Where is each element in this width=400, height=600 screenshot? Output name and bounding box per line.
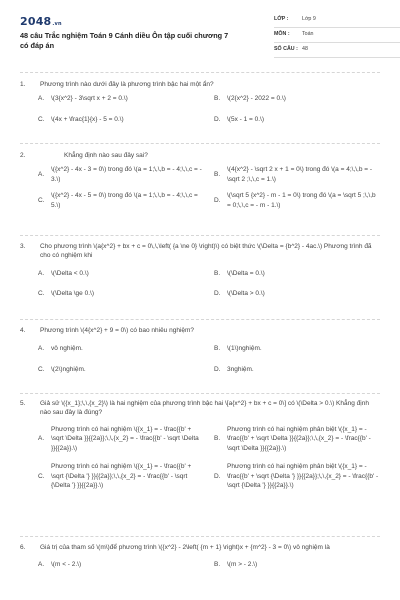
option-letter: B.: [214, 269, 221, 277]
question-6: [20, 543, 380, 570]
option-text: \(2\)nghiệm.: [51, 365, 86, 373]
option-b[interactable]: [214, 94, 380, 103]
option-a[interactable]: [38, 269, 204, 278]
option-letter: C.: [38, 196, 45, 204]
option-a[interactable]: [38, 94, 204, 103]
option-text: \(4{x^2} - \sqrt 2 x + 1 = 0\) trong đó \(a = 4;\,\,b = - \sqrt 2 ;\,\,c = 1.\): [227, 166, 373, 183]
logo-text: 2048: [20, 15, 52, 28]
question-number: 3.: [20, 243, 26, 250]
option-d[interactable]: [214, 365, 380, 374]
option-b[interactable]: [214, 425, 380, 453]
divider: [20, 143, 380, 144]
option-text: \(\Delta > 0.\): [227, 290, 265, 298]
option-text: \(\Delta \ge 0.\): [51, 290, 94, 298]
divider: [20, 536, 380, 537]
meta-row-count: [274, 43, 400, 58]
option-letter: B.: [214, 171, 221, 179]
question-text: Giá trị của tham số \(m\)để phương trình \({x^2} - 2\left( {m + 1} \right)x + {m^2} - 3 = 0\) vô nghiệm là: [40, 544, 330, 551]
option-c[interactable]: [38, 191, 204, 210]
divider: [20, 393, 380, 394]
option-b[interactable]: [214, 165, 380, 184]
option-text: 3nghiệm.: [227, 365, 254, 373]
meta-row-class: [274, 13, 400, 28]
option-letter: C.: [38, 115, 45, 123]
site-logo[interactable]: [20, 14, 62, 30]
divider: [20, 319, 380, 320]
question-5: [20, 399, 380, 490]
meta-value: 48: [302, 46, 308, 53]
divider: [20, 235, 380, 236]
option-a[interactable]: [38, 425, 204, 453]
option-letter: D.: [214, 365, 221, 373]
option-letter: D.: [214, 472, 221, 480]
question-text: Phương trình nào dưới đây là phương trình bậc hai một ẩn?: [40, 81, 214, 88]
option-c[interactable]: [38, 462, 204, 490]
question-text: Phương trình \(4{x^2} + 9 = 0\) có bao nhiêu nghiệm?: [40, 327, 195, 334]
question-3: [20, 242, 380, 299]
question-1: [20, 80, 380, 124]
option-b[interactable]: [214, 344, 380, 353]
question-number: 6.: [20, 544, 26, 551]
option-text: vô nghiệm.: [51, 345, 83, 353]
option-text: \({x^2} - 4x - 5 = 0\) trong đó \(a = 1;\,\,b = - 4;\,\,c = 5.\): [51, 192, 198, 209]
option-letter: A.: [38, 561, 45, 569]
question-number: 1.: [20, 81, 26, 88]
option-text: \(2{x^2} - 2022 = 0.\): [227, 95, 286, 103]
option-letter: D.: [214, 290, 221, 298]
option-letter: B.: [214, 435, 221, 443]
question-text: Cho phương trình \(a{x^2} + bx + c = 0\,\,\left( {a \ne 0} \right)\) có biệt thức \(\Delta = {b^2} - 4ac.\) Phương trình đã cho có nghiệm khi: [40, 243, 372, 260]
option-c[interactable]: [38, 365, 204, 374]
question-number: 5.: [20, 400, 26, 407]
option-text: Phương trình có hai nghiệm phân biệt \({x_1} = - \frac{{b' + \sqrt {\Delta '} }}{{2a}};\,\,{x_2} = - \frac{{b' - \sqrt {\Delta '} }}{{2a}}.\): [227, 463, 379, 489]
option-letter: A.: [38, 95, 45, 103]
question-number: 4.: [20, 327, 26, 334]
option-text: \(5x - 1 = 0.\): [227, 115, 265, 123]
option-text: \(4x + \frac{1}{x} - 5 = 0.\): [51, 115, 124, 123]
document-title: 48 câu Trắc nghiệm Toán 9 Cánh diều Ôn tập cuối chương 7 có đáp án: [20, 31, 229, 50]
meta-label: LỚP :: [274, 16, 289, 23]
option-d[interactable]: [214, 191, 380, 210]
question-4: [20, 326, 380, 374]
option-text: Phương trình có hai nghiệm phân biệt \({x_1} = - \frac{{b' + \sqrt \Delta }}{{2a}};\,\,{x_2} = - \frac{{b' - \sqrt \Delta }}{{2a}}.\): [227, 425, 371, 452]
meta-label: MÔN :: [274, 31, 290, 38]
option-a[interactable]: [38, 560, 204, 569]
option-d[interactable]: [214, 115, 380, 124]
meta-label: SỐ CÂU :: [274, 46, 298, 53]
option-d[interactable]: [214, 462, 380, 490]
logo-suffix: .vn: [52, 21, 62, 27]
option-c[interactable]: [38, 115, 204, 124]
option-text: \({x^2} - 4x - 3 = 0\) trong đó \(a = 1;\,\,b = - 4;\,\,c = - 3.\): [51, 166, 202, 183]
question-text: Giả sử \({x_1};\,\,{x_2}\) là hai nghiệm của phương trình bậc hai \[a{x^2} + bx + c = 0\] có \(\Delta > 0.\) Khẳng định nào sau đây là đúng?: [40, 400, 369, 417]
option-b[interactable]: [214, 560, 380, 569]
meta-info: [274, 13, 400, 58]
option-text: \(m > - 2.\): [227, 561, 258, 569]
option-letter: A.: [38, 171, 45, 179]
option-text: \(m < - 2.\): [51, 561, 82, 569]
option-a[interactable]: [38, 344, 204, 353]
option-text: \(\sqrt 5 {x^2} - m - 1 = 0\) trong đó \(a = \sqrt 5 ;\,\,b = 0;\,\,c = - m - 1.\): [227, 192, 376, 209]
meta-row-subject: [274, 28, 400, 43]
option-letter: A.: [38, 269, 45, 277]
option-letter: C.: [38, 290, 45, 298]
option-text: Phương trình có hai nghiệm \({x_1} = - \frac{{b' + \sqrt \Delta }}{{2a}};\,\,{x_2} = - \frac{{b' - \sqrt \Delta }}{{2a}}.\): [51, 425, 199, 452]
option-letter: B.: [214, 561, 221, 569]
divider: [20, 72, 380, 73]
page-header: [20, 0, 380, 58]
option-c[interactable]: [38, 289, 204, 298]
option-letter: C.: [38, 365, 45, 373]
option-letter: D.: [214, 196, 221, 204]
option-letter: C.: [38, 472, 45, 480]
option-letter: B.: [214, 345, 221, 353]
option-d[interactable]: [214, 289, 380, 298]
option-text: \(3{x^2} - 3\sqrt x + 2 = 0.\): [51, 95, 128, 103]
option-b[interactable]: [214, 269, 380, 278]
option-letter: B.: [214, 95, 221, 103]
option-text: \(\Delta < 0.\): [51, 269, 89, 277]
option-text: Phương trình có hai nghiệm \({x_1} = - \frac{{b' + \sqrt {\Delta '} }}{{2a}};\,\,{x_2} = - \frac{{b' - \sqrt {\Delta '} }}{{2a}}.\): [51, 463, 192, 489]
question-number: 2.: [20, 152, 26, 159]
meta-value: Lớp 9: [302, 16, 316, 23]
option-text: \(\Delta = 0.\): [227, 269, 265, 277]
question-2: [20, 151, 380, 210]
option-a[interactable]: [38, 165, 204, 184]
meta-value: Toán: [302, 31, 314, 38]
option-letter: D.: [214, 115, 221, 123]
question-text: Khẳng định nào sau đây sai?: [64, 152, 148, 159]
option-text: \(1\)nghiệm.: [227, 345, 262, 353]
option-letter: A.: [38, 435, 45, 443]
option-letter: A.: [38, 345, 45, 353]
